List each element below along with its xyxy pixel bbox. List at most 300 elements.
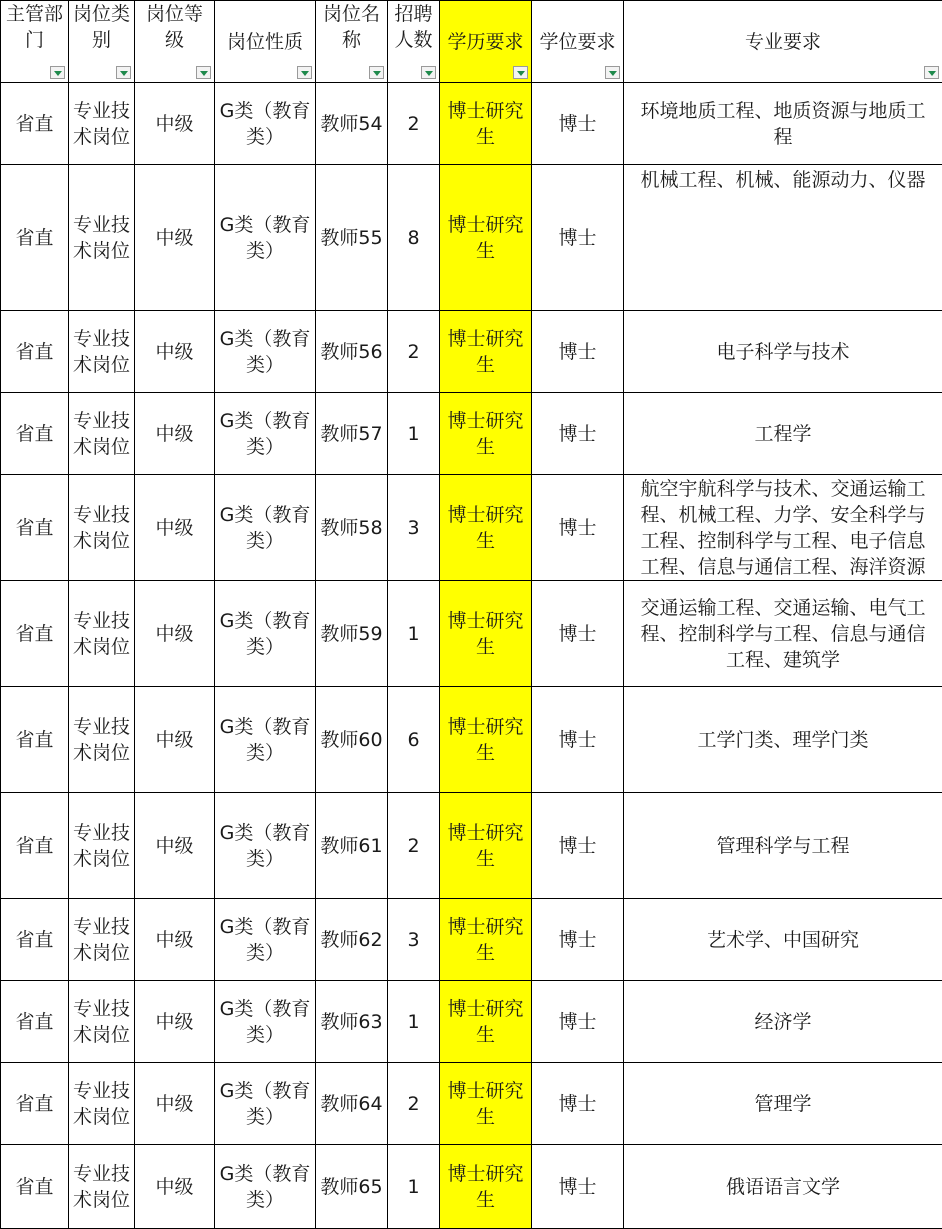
cell-text: 省直 bbox=[1, 111, 68, 137]
cell-text: 中级 bbox=[135, 111, 214, 137]
cell-major[interactable] bbox=[624, 899, 942, 981]
col-header-count bbox=[388, 1, 440, 83]
cell-line: 类） bbox=[215, 434, 315, 460]
cell-education[interactable] bbox=[440, 899, 532, 981]
cell-category[interactable] bbox=[69, 311, 135, 393]
cell-text: 博士 bbox=[532, 927, 623, 953]
cell-education[interactable] bbox=[440, 793, 532, 899]
cell-dept[interactable] bbox=[1, 311, 69, 393]
cell-post-name[interactable] bbox=[316, 311, 388, 393]
cell-degree[interactable] bbox=[532, 793, 624, 899]
cell-text: 1 bbox=[388, 421, 439, 447]
cell-text: 省直 bbox=[1, 1009, 68, 1035]
cell-major[interactable] bbox=[624, 83, 942, 165]
cell-text: 教师64 bbox=[316, 1091, 387, 1117]
cell-degree[interactable] bbox=[532, 581, 624, 687]
cell-line: 类） bbox=[215, 1187, 315, 1213]
cell-text: 省直 bbox=[1, 727, 68, 753]
cell-dept[interactable] bbox=[1, 83, 69, 165]
cell-category[interactable] bbox=[69, 1063, 135, 1145]
cell-line: 专业技 bbox=[69, 502, 134, 528]
cell-line: 类） bbox=[215, 634, 315, 660]
cell-line: 术岗位 bbox=[69, 740, 134, 766]
table-row bbox=[1, 475, 942, 581]
cell-line: 类） bbox=[215, 124, 315, 150]
col-header-dept bbox=[1, 1, 69, 83]
cell-text: 1 bbox=[388, 621, 439, 647]
cell-text: 省直 bbox=[1, 833, 68, 859]
cell-line: 类） bbox=[215, 238, 315, 264]
cell-post-name[interactable] bbox=[316, 165, 388, 311]
cell-line: 博士研究 bbox=[440, 502, 531, 528]
cell-dept[interactable] bbox=[1, 687, 69, 793]
cell-text: 博士 bbox=[532, 111, 623, 137]
cell-count[interactable] bbox=[388, 687, 440, 793]
cell-line: 生 bbox=[440, 940, 531, 966]
cell-degree[interactable] bbox=[532, 981, 624, 1063]
cell-text: 教师62 bbox=[316, 927, 387, 953]
header-label: 岗位性质 bbox=[215, 29, 315, 55]
cell-category[interactable] bbox=[69, 475, 135, 581]
cell-category[interactable] bbox=[69, 793, 135, 899]
col-header-category bbox=[69, 1, 135, 83]
cell-dept[interactable] bbox=[1, 165, 69, 311]
cell-count[interactable] bbox=[388, 311, 440, 393]
cell-level[interactable] bbox=[135, 83, 215, 165]
cell-line: G类（教育 bbox=[215, 502, 315, 528]
header-label: 岗位类 bbox=[69, 1, 134, 27]
cell-line: 专业技 bbox=[69, 326, 134, 352]
table-row bbox=[1, 899, 942, 981]
cell-post-name[interactable] bbox=[316, 687, 388, 793]
table-row bbox=[1, 1145, 942, 1229]
cell-line: 经济学 bbox=[624, 1009, 942, 1035]
filter-dropdown-icon[interactable] bbox=[513, 66, 528, 79]
cell-nature[interactable] bbox=[215, 311, 316, 393]
cell-line: G类（教育 bbox=[215, 608, 315, 634]
cell-text: 教师57 bbox=[316, 421, 387, 447]
cell-count[interactable] bbox=[388, 165, 440, 311]
cell-line: 程 bbox=[624, 124, 942, 150]
cell-line: 博士研究 bbox=[440, 820, 531, 846]
cell-count[interactable] bbox=[388, 899, 440, 981]
cell-level[interactable] bbox=[135, 981, 215, 1063]
cell-category[interactable] bbox=[69, 687, 135, 793]
cell-line: G类（教育 bbox=[215, 1161, 315, 1187]
cell-post-name[interactable] bbox=[316, 83, 388, 165]
cell-level[interactable] bbox=[135, 393, 215, 475]
cell-line: 术岗位 bbox=[69, 1187, 134, 1213]
cell-nature[interactable] bbox=[215, 581, 316, 687]
cell-dept[interactable] bbox=[1, 1063, 69, 1145]
cell-post-name[interactable] bbox=[316, 1145, 388, 1229]
filter-dropdown-icon[interactable] bbox=[369, 66, 384, 79]
cell-major[interactable] bbox=[624, 1145, 942, 1229]
cell-line: 艺术学、中国研究 bbox=[624, 927, 942, 953]
cell-line: 术岗位 bbox=[69, 434, 134, 460]
cell-dept[interactable] bbox=[1, 981, 69, 1063]
cell-line: 专业技 bbox=[69, 714, 134, 740]
cell-line: 机械工程、机械、能源动力、仪器 bbox=[624, 167, 942, 310]
cell-post-name[interactable] bbox=[316, 1063, 388, 1145]
cell-degree[interactable] bbox=[532, 475, 624, 581]
cell-level[interactable] bbox=[135, 165, 215, 311]
cell-major[interactable] bbox=[624, 981, 942, 1063]
cell-major[interactable] bbox=[624, 1063, 942, 1145]
cell-text: 中级 bbox=[135, 515, 214, 541]
table-row bbox=[1, 393, 942, 475]
cell-line: G类（教育 bbox=[215, 212, 315, 238]
table-row bbox=[1, 581, 942, 687]
cell-text: 教师60 bbox=[316, 727, 387, 753]
cell-text: 8 bbox=[388, 225, 439, 251]
cell-line: G类（教育 bbox=[215, 98, 315, 124]
cell-line: 专业技 bbox=[69, 1078, 134, 1104]
cell-line: 工程学 bbox=[624, 421, 942, 447]
cell-text: 省直 bbox=[1, 339, 68, 365]
header-label: 岗位等 bbox=[135, 1, 214, 27]
cell-line: 术岗位 bbox=[69, 846, 134, 872]
cell-post-name[interactable] bbox=[316, 793, 388, 899]
cell-nature[interactable] bbox=[215, 687, 316, 793]
col-header-nature bbox=[215, 1, 316, 83]
cell-line: 类） bbox=[215, 352, 315, 378]
cell-level[interactable] bbox=[135, 1145, 215, 1229]
cell-text: 省直 bbox=[1, 225, 68, 251]
cell-post-name[interactable] bbox=[316, 899, 388, 981]
cell-line: 类） bbox=[215, 940, 315, 966]
cell-line: 博士研究 bbox=[440, 714, 531, 740]
header-label: 学位要求 bbox=[532, 29, 623, 55]
cell-count[interactable] bbox=[388, 981, 440, 1063]
cell-text: 教师61 bbox=[316, 833, 387, 859]
cell-level[interactable] bbox=[135, 793, 215, 899]
header-label: 岗位名 bbox=[316, 1, 387, 27]
cell-text: 1 bbox=[388, 1009, 439, 1035]
cell-line: 类） bbox=[215, 1104, 315, 1130]
cell-line: 术岗位 bbox=[69, 940, 134, 966]
table-row bbox=[1, 687, 942, 793]
cell-major[interactable] bbox=[624, 165, 942, 311]
cell-text: 中级 bbox=[135, 1091, 214, 1117]
cell-education[interactable] bbox=[440, 981, 532, 1063]
cell-text: 中级 bbox=[135, 225, 214, 251]
cell-dept[interactable] bbox=[1, 1145, 69, 1229]
cell-degree[interactable] bbox=[532, 393, 624, 475]
cell-post-name[interactable] bbox=[316, 981, 388, 1063]
cell-line: 生 bbox=[440, 124, 531, 150]
table-row bbox=[1, 1063, 942, 1145]
cell-line: 博士研究 bbox=[440, 98, 531, 124]
cell-text: 博士 bbox=[532, 833, 623, 859]
cell-text: 省直 bbox=[1, 421, 68, 447]
cell-major[interactable] bbox=[624, 581, 942, 687]
cell-text: 省直 bbox=[1, 515, 68, 541]
cell-line: 专业技 bbox=[69, 608, 134, 634]
cell-line: 工程、信息与通信工程、海洋资源 bbox=[624, 554, 942, 580]
header-label: 门 bbox=[1, 27, 68, 53]
table-row bbox=[1, 83, 942, 165]
cell-text: 中级 bbox=[135, 927, 214, 953]
cell-text: 博士 bbox=[532, 515, 623, 541]
cell-line: 专业技 bbox=[69, 996, 134, 1022]
cell-text: 6 bbox=[388, 727, 439, 753]
cell-level[interactable] bbox=[135, 311, 215, 393]
cell-line: G类（教育 bbox=[215, 820, 315, 846]
header-label: 专业要求 bbox=[624, 29, 942, 55]
cell-text: 2 bbox=[388, 1091, 439, 1117]
cell-text: 1 bbox=[388, 1174, 439, 1200]
cell-category[interactable] bbox=[69, 393, 135, 475]
cell-level[interactable] bbox=[135, 899, 215, 981]
cell-line: 术岗位 bbox=[69, 634, 134, 660]
cell-nature[interactable] bbox=[215, 899, 316, 981]
filter-dropdown-icon[interactable] bbox=[116, 66, 131, 79]
cell-level[interactable] bbox=[135, 687, 215, 793]
cell-nature[interactable] bbox=[215, 475, 316, 581]
cell-line: 航空宇航科学与技术、交通运输工 bbox=[624, 476, 942, 502]
cell-line: 工程、控制科学与工程、电子信息 bbox=[624, 528, 942, 554]
cell-text: 教师54 bbox=[316, 111, 387, 137]
cell-text: 教师59 bbox=[316, 621, 387, 647]
cell-count[interactable] bbox=[388, 1063, 440, 1145]
col-header-education bbox=[440, 1, 532, 83]
cell-dept[interactable] bbox=[1, 581, 69, 687]
cell-line: 管理学 bbox=[624, 1091, 942, 1117]
major-clip-box bbox=[624, 165, 942, 310]
cell-line: 工程、建筑学 bbox=[624, 647, 942, 673]
cell-line: G类（教育 bbox=[215, 408, 315, 434]
cell-count[interactable] bbox=[388, 1145, 440, 1229]
cell-line: 博士研究 bbox=[440, 408, 531, 434]
cell-line: 俄语语言文学 bbox=[624, 1174, 942, 1200]
cell-education[interactable] bbox=[440, 1145, 532, 1229]
cell-line: 类） bbox=[215, 528, 315, 554]
cell-dept[interactable] bbox=[1, 475, 69, 581]
cell-level[interactable] bbox=[135, 475, 215, 581]
cell-line: 专业技 bbox=[69, 98, 134, 124]
cell-major[interactable] bbox=[624, 475, 942, 581]
cell-education[interactable] bbox=[440, 687, 532, 793]
cell-line: 类） bbox=[215, 846, 315, 872]
cell-line: 程、机械工程、力学、安全科学与 bbox=[624, 502, 942, 528]
cell-text: 省直 bbox=[1, 1174, 68, 1200]
cell-text: 教师55 bbox=[316, 225, 387, 251]
cell-line: 生 bbox=[440, 740, 531, 766]
cell-line: 专业技 bbox=[69, 212, 134, 238]
cell-post-name[interactable] bbox=[316, 393, 388, 475]
cell-line: 术岗位 bbox=[69, 238, 134, 264]
cell-line: G类（教育 bbox=[215, 714, 315, 740]
cell-line: 博士研究 bbox=[440, 608, 531, 634]
header-label: 学历要求 bbox=[440, 29, 531, 55]
cell-line: 博士研究 bbox=[440, 1078, 531, 1104]
cell-text: 博士 bbox=[532, 339, 623, 365]
cell-degree[interactable] bbox=[532, 899, 624, 981]
cell-text: 博士 bbox=[532, 421, 623, 447]
col-header-degree bbox=[532, 1, 624, 83]
cell-education[interactable] bbox=[440, 83, 532, 165]
table-row bbox=[1, 165, 942, 311]
filter-dropdown-icon[interactable] bbox=[196, 66, 211, 79]
cell-text: 2 bbox=[388, 111, 439, 137]
cell-line: 生 bbox=[440, 1022, 531, 1048]
cell-line: G类（教育 bbox=[215, 914, 315, 940]
cell-text: 教师58 bbox=[316, 515, 387, 541]
cell-count[interactable] bbox=[388, 393, 440, 475]
cell-post-name[interactable] bbox=[316, 475, 388, 581]
cell-line: 博士研究 bbox=[440, 996, 531, 1022]
filter-dropdown-icon[interactable] bbox=[924, 66, 939, 79]
header-label: 招聘 bbox=[388, 1, 439, 27]
col-header-level bbox=[135, 1, 215, 83]
cell-line: G类（教育 bbox=[215, 996, 315, 1022]
cell-nature[interactable] bbox=[215, 793, 316, 899]
filter-dropdown-icon[interactable] bbox=[421, 66, 436, 79]
cell-education[interactable] bbox=[440, 393, 532, 475]
cell-level[interactable] bbox=[135, 1063, 215, 1145]
filter-dropdown-icon[interactable] bbox=[297, 66, 312, 79]
table-row bbox=[1, 981, 942, 1063]
cell-text: 2 bbox=[388, 339, 439, 365]
cell-line: 博士研究 bbox=[440, 914, 531, 940]
cell-education[interactable] bbox=[440, 165, 532, 311]
cell-text: 博士 bbox=[532, 225, 623, 251]
cell-line: 生 bbox=[440, 238, 531, 264]
cell-nature[interactable] bbox=[215, 1063, 316, 1145]
filter-dropdown-icon[interactable] bbox=[50, 66, 65, 79]
cell-text: 省直 bbox=[1, 1091, 68, 1117]
cell-major[interactable] bbox=[624, 793, 942, 899]
table-row bbox=[1, 793, 942, 899]
cell-text: 中级 bbox=[135, 421, 214, 447]
cell-line: 生 bbox=[440, 528, 531, 554]
cell-line: 生 bbox=[440, 434, 531, 460]
cell-line: G类（教育 bbox=[215, 326, 315, 352]
cell-line: 生 bbox=[440, 1104, 531, 1130]
cell-category[interactable] bbox=[69, 1145, 135, 1229]
cell-text: 中级 bbox=[135, 339, 214, 365]
cell-line: 博士研究 bbox=[440, 212, 531, 238]
cell-text: 省直 bbox=[1, 927, 68, 953]
cell-level[interactable] bbox=[135, 581, 215, 687]
cell-line: 生 bbox=[440, 1187, 531, 1213]
cell-text: 博士 bbox=[532, 1091, 623, 1117]
cell-line: 术岗位 bbox=[69, 352, 134, 378]
table-body bbox=[1, 83, 942, 1229]
cell-nature[interactable] bbox=[215, 393, 316, 475]
cell-line: 专业技 bbox=[69, 914, 134, 940]
cell-major[interactable] bbox=[624, 311, 942, 393]
cell-line: 交通运输工程、交通运输、电气工 bbox=[624, 595, 942, 621]
cell-text: 博士 bbox=[532, 1009, 623, 1035]
cell-dept[interactable] bbox=[1, 793, 69, 899]
cell-text: 中级 bbox=[135, 833, 214, 859]
cell-line: 电子科学与技术 bbox=[624, 339, 942, 365]
cell-line: 类） bbox=[215, 1022, 315, 1048]
cell-degree[interactable] bbox=[532, 1145, 624, 1229]
cell-text: 中级 bbox=[135, 727, 214, 753]
cell-line: 博士研究 bbox=[440, 1161, 531, 1187]
col-header-major bbox=[624, 1, 942, 83]
filter-dropdown-icon[interactable] bbox=[605, 66, 620, 79]
cell-text: 教师63 bbox=[316, 1009, 387, 1035]
cell-count[interactable] bbox=[388, 793, 440, 899]
cell-major[interactable] bbox=[624, 687, 942, 793]
cell-line: 环境地质工程、地质资源与地质工 bbox=[624, 98, 942, 124]
cell-line: 管理科学与工程 bbox=[624, 833, 942, 859]
cell-category[interactable] bbox=[69, 899, 135, 981]
cell-count[interactable] bbox=[388, 581, 440, 687]
cell-degree[interactable] bbox=[532, 687, 624, 793]
cell-text: 博士 bbox=[532, 727, 623, 753]
cell-text: 省直 bbox=[1, 621, 68, 647]
cell-line: 工学门类、理学门类 bbox=[624, 727, 942, 753]
cell-nature[interactable] bbox=[215, 83, 316, 165]
cell-line: 专业技 bbox=[69, 820, 134, 846]
cell-line: 博士研究 bbox=[440, 326, 531, 352]
cell-category[interactable] bbox=[69, 165, 135, 311]
cell-line: 生 bbox=[440, 352, 531, 378]
cell-line: 术岗位 bbox=[69, 1104, 134, 1130]
header-label: 级 bbox=[135, 27, 214, 53]
cell-count[interactable] bbox=[388, 83, 440, 165]
cell-line: G类（教育 bbox=[215, 1078, 315, 1104]
header-label: 主管部 bbox=[1, 1, 68, 27]
cell-category[interactable] bbox=[69, 581, 135, 687]
header-label: 人数 bbox=[388, 27, 439, 53]
cell-degree[interactable] bbox=[532, 83, 624, 165]
cell-text: 中级 bbox=[135, 1174, 214, 1200]
cell-education[interactable] bbox=[440, 581, 532, 687]
cell-count[interactable] bbox=[388, 475, 440, 581]
cell-education[interactable] bbox=[440, 1063, 532, 1145]
table-row bbox=[1, 311, 942, 393]
cell-major[interactable] bbox=[624, 393, 942, 475]
cell-text: 教师65 bbox=[316, 1174, 387, 1200]
cell-nature[interactable] bbox=[215, 981, 316, 1063]
cell-line: 术岗位 bbox=[69, 528, 134, 554]
cell-line: 术岗位 bbox=[69, 124, 134, 150]
cell-line: 生 bbox=[440, 846, 531, 872]
cell-text: 中级 bbox=[135, 1009, 214, 1035]
cell-category[interactable] bbox=[69, 981, 135, 1063]
cell-degree[interactable] bbox=[532, 311, 624, 393]
cell-education[interactable] bbox=[440, 475, 532, 581]
cell-line: 类） bbox=[215, 740, 315, 766]
cell-degree[interactable] bbox=[532, 1063, 624, 1145]
cell-nature[interactable] bbox=[215, 1145, 316, 1229]
header-label: 称 bbox=[316, 27, 387, 53]
cell-education[interactable] bbox=[440, 311, 532, 393]
cell-dept[interactable] bbox=[1, 899, 69, 981]
cell-line: 程、控制科学与工程、信息与通信 bbox=[624, 621, 942, 647]
cell-dept[interactable] bbox=[1, 393, 69, 475]
cell-text: 博士 bbox=[532, 621, 623, 647]
cell-line: 专业技 bbox=[69, 408, 134, 434]
cell-post-name[interactable] bbox=[316, 581, 388, 687]
cell-text: 2 bbox=[388, 833, 439, 859]
cell-nature[interactable] bbox=[215, 165, 316, 311]
col-header-name bbox=[316, 1, 388, 83]
cell-line: 术岗位 bbox=[69, 1022, 134, 1048]
cell-text: 3 bbox=[388, 515, 439, 541]
cell-text: 3 bbox=[388, 927, 439, 953]
cell-line: 专业技 bbox=[69, 1161, 134, 1187]
cell-degree[interactable] bbox=[532, 165, 624, 311]
cell-text: 博士 bbox=[532, 1174, 623, 1200]
cell-category[interactable] bbox=[69, 83, 135, 165]
